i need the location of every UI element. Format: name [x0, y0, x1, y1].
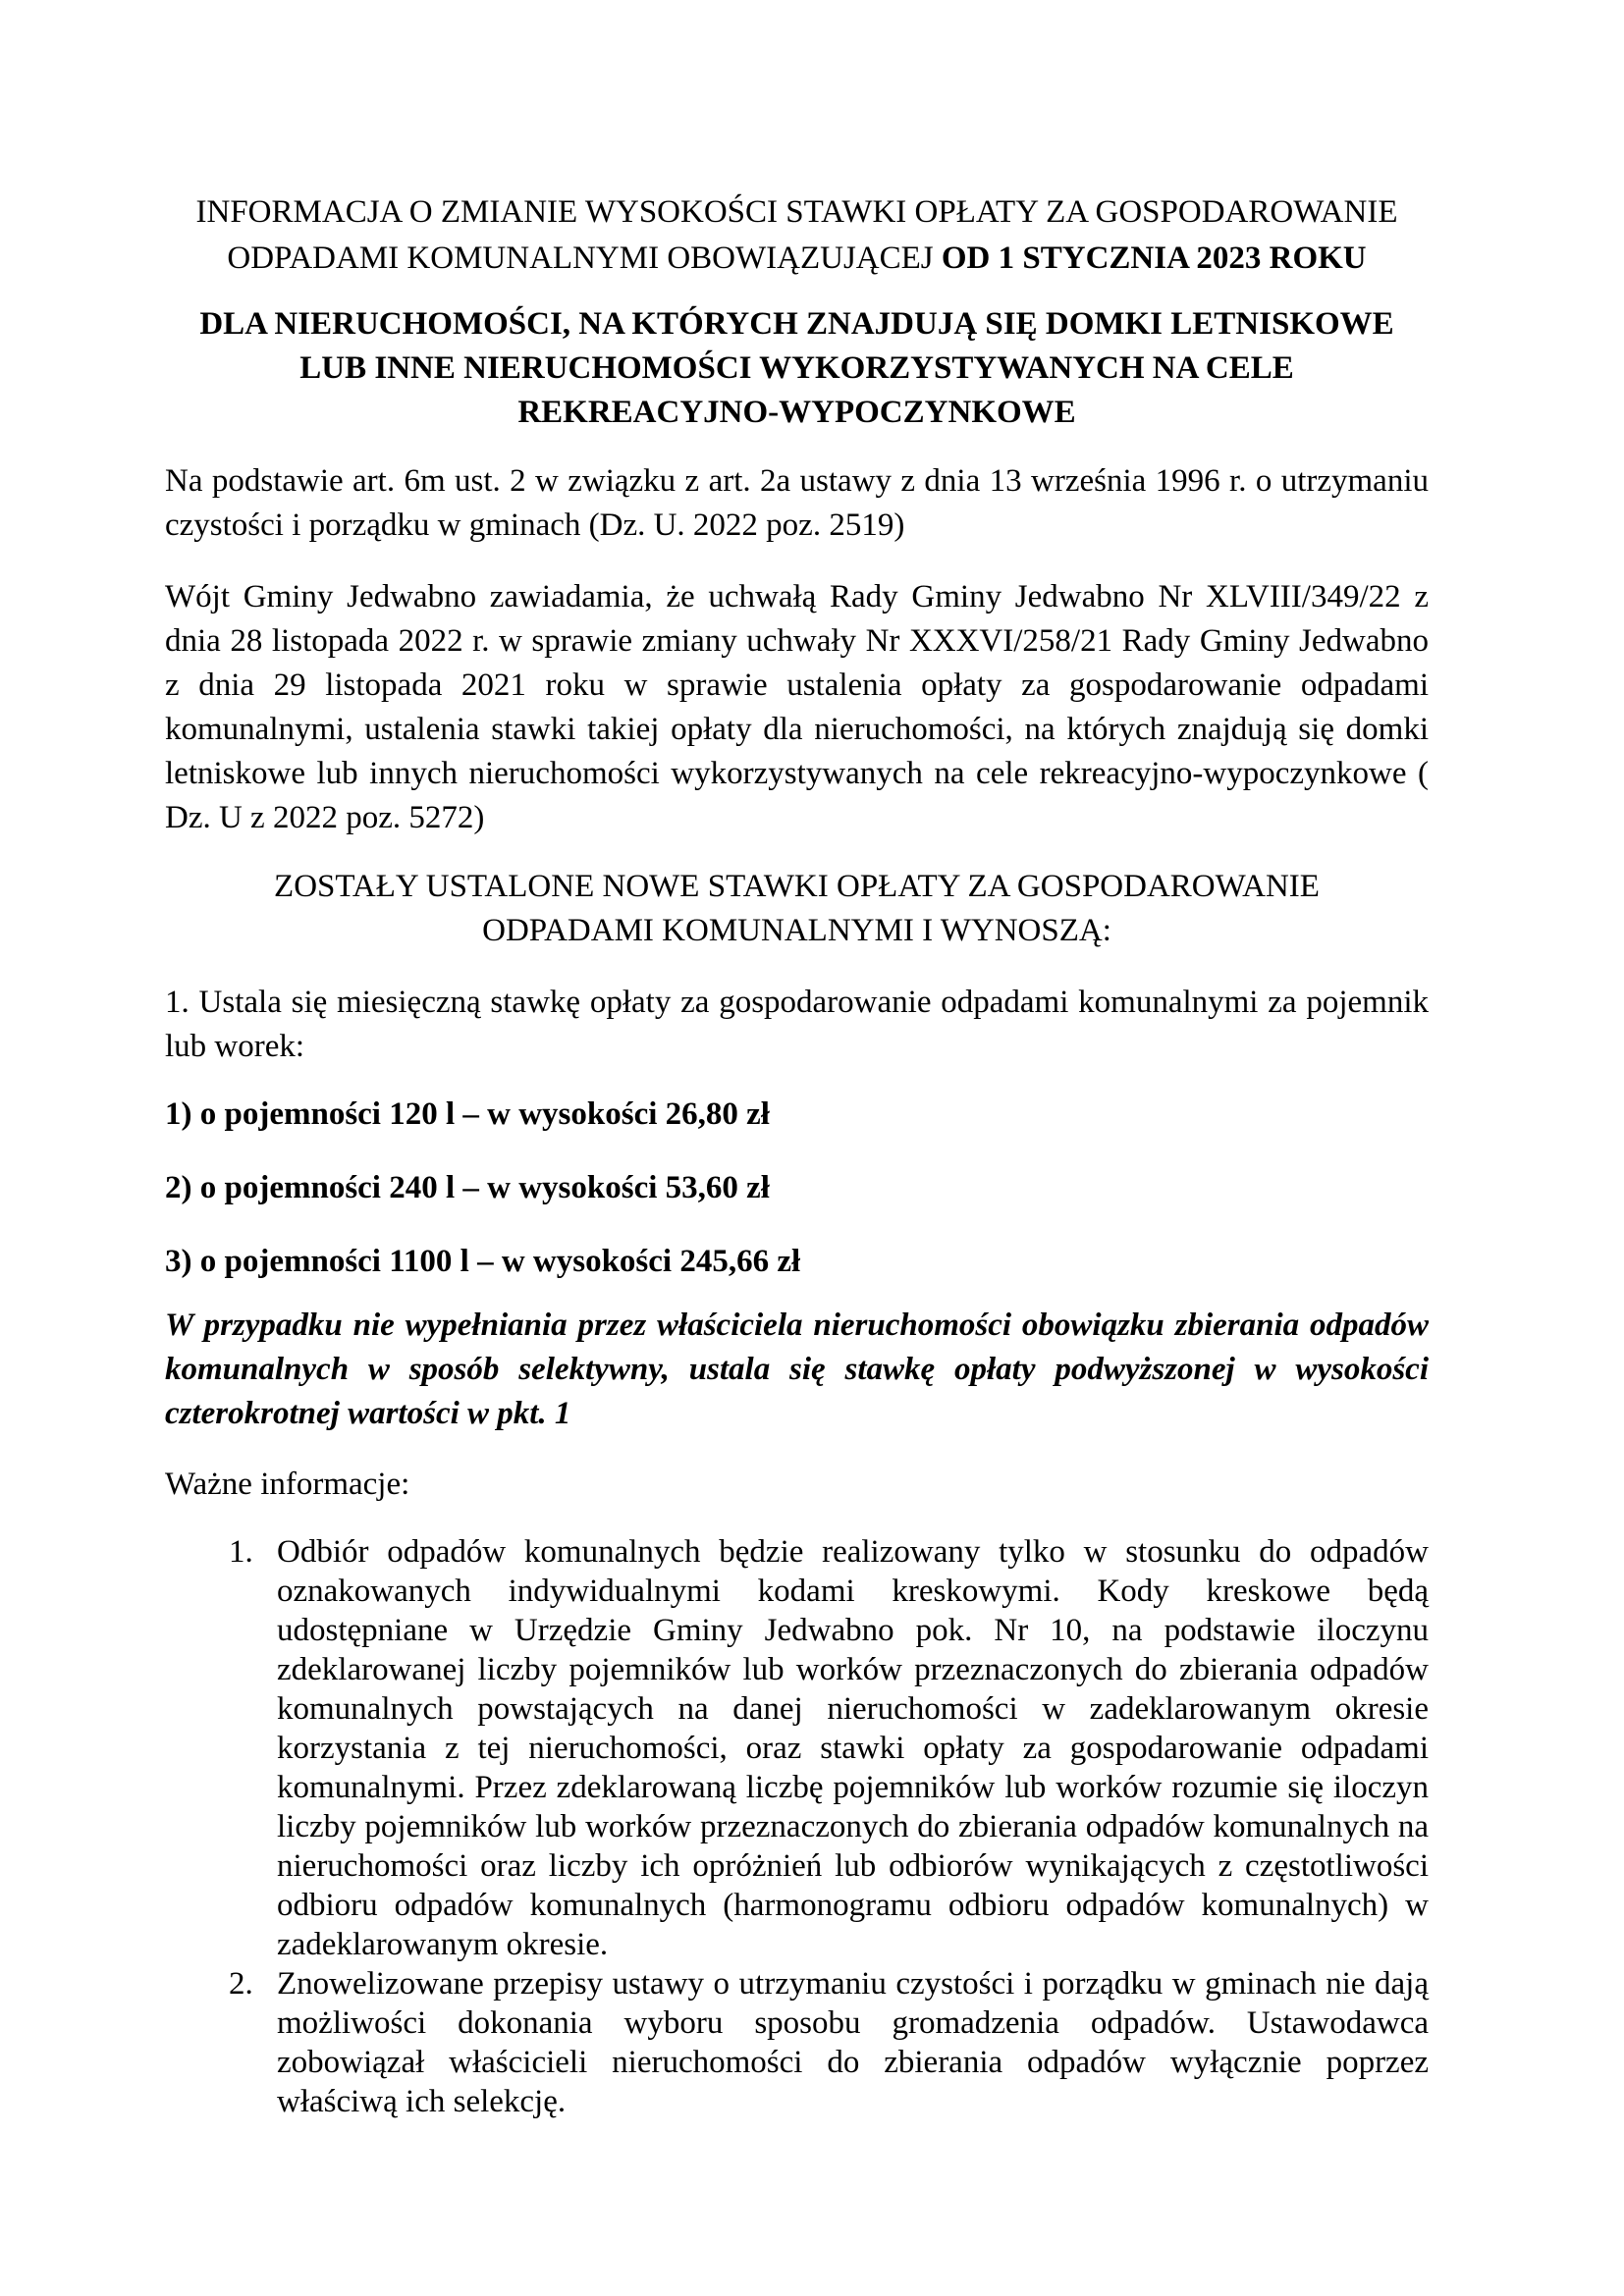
paragraph-rate-intro: 1. Ustala się miesięczną stawkę opłaty za gospodarowanie odpadami komunalnymi za pojemnik lub worek:: [165, 985, 1429, 1064]
info-item-2-text: Znowelizowane przepisy ustawy o utrzymaniu czystości i porządku w gminach nie dają możliwości dokonania wyboru sposobu gromadzenia odpadów. Ustawodawca zobowiązał właścicieli nieruchomości do zbierania odpadów wyłącznie poprzez właściwą ich selekcję.: [277, 1966, 1429, 2119]
title-line-2-normal: ODPADAMI KOMUNALNYMI OBOWIĄZUJĄCEJ: [227, 240, 942, 276]
paragraph-announcement: Wójt Gminy Jedwabno zawiadamia, że uchwałą Rady Gminy Jedwabno Nr XLVIII/349/22 z dnia 28 listopada 2022 r. w sprawie zmiany uchwały Nr XXXVI/258/21 Rady Gminy Jedwabno z dnia 29 listopada 2021 roku w sprawie ustalenia opłaty za gospodarowanie odpadami komunalnymi, ustalenia stawki takiej opłaty dla nieruchomości, na których znajdują się domki letniskowe lub innych nieruchomości wykorzystywanych na cele rekreacyjno-wypoczynkowe ( Dz. U z 2022 poz. 5272): [165, 579, 1429, 835]
document-title: [165, 189, 1429, 282]
info-item-2: [165, 1964, 1429, 2121]
paragraph-penalty: W przypadku nie wypełniania przez właściciela nieruchomości obowiązku zbierania odpadów komunalnych w sposób selektywny, ustala się stawkę opłaty podwyższonej w wysokości czterokrotnej wartości w pkt. 1: [165, 1308, 1429, 1431]
subtitle-line-3: REKREACYJNO-WYPOCZYNKOWE: [517, 395, 1076, 430]
info-item-1: [165, 1532, 1429, 1964]
heading-new-rates-line-1: ZOSTAŁY USTALONE NOWE STAWKI OPŁATY ZA GOSPODAROWANIE: [274, 869, 1320, 904]
info-item-1-text: Odbiór odpadów komunalnych będzie realizowany tylko w stosunku do odpadów oznakowanych indywidualnymi kodami kreskowymi. Kody kreskowe będą udostępniane w Urzędzie Gminy Jedwabno pok. Nr 10, na podstawie iloczynu zdeklarowanej liczby pojemników lub worków przeznaczonych do zbierania odpadów komunalnych powstających na danej nieruchomości w zadeklarowanym okresie korzystania z tej nieruchomości, oraz stawki opłaty za gospodarowanie odpadami komunalnymi. Przez zdeklarowaną liczbę pojemników lub worków rozumie się iloczyn liczby pojemników lub worków przeznaczonych do zbierania odpadów komunalnych na nieruchomości oraz liczby ich opróżnień lub odbiorów wynikających z częstotliwości odbioru odpadów komunalnych (harmonogramu odbioru odpadów komunalnych) w zadeklarowanym okresie.: [277, 1534, 1429, 1962]
subtitle-line-1: DLA NIERUCHOMOŚCI, NA KTÓRYCH ZNAJDUJĄ SIĘ DOMKI LETNISKOWE: [199, 306, 1394, 342]
heading-new-rates: [165, 865, 1429, 953]
title-line-1: INFORMACJA O ZMIANIE WYSOKOŚCI STAWKI OPŁATY ZA GOSPODAROWANIE: [195, 194, 1398, 230]
important-info-label: Ważne informacje:: [165, 1467, 410, 1502]
rate-item-120l: 1) o pojemności 120 l – w wysokości 26,80 zł: [165, 1096, 770, 1132]
rate-item-1100l: 3) o pojemności 1100 l – w wysokości 245,66 zł: [165, 1244, 801, 1279]
title-line-2-bold: OD 1 STYCZNIA 2023 ROKU: [941, 240, 1367, 276]
info-item-1-number: 1.: [229, 1534, 253, 1570]
subtitle-line-2: LUB INNE NIERUCHOMOŚCI WYKORZYSTYWANYCH NA CELE: [299, 350, 1294, 386]
paragraph-legal-basis: Na podstawie art. 6m ust. 2 w związku z art. 2a ustawy z dnia 13 września 1996 r. o utrzymaniu czystości i porządku w gminach (Dz. U. 2022 poz. 2519): [165, 463, 1429, 543]
important-info-list: [165, 1532, 1429, 2121]
title-line-2: [165, 236, 1429, 282]
info-item-2-number: 2.: [229, 1966, 253, 2002]
document-subtitle: [165, 302, 1429, 435]
rate-item-240l: 2) o pojemności 240 l – w wysokości 53,60 zł: [165, 1170, 770, 1205]
heading-new-rates-line-2: ODPADAMI KOMUNALNYMI I WYNOSZĄ:: [482, 913, 1111, 948]
